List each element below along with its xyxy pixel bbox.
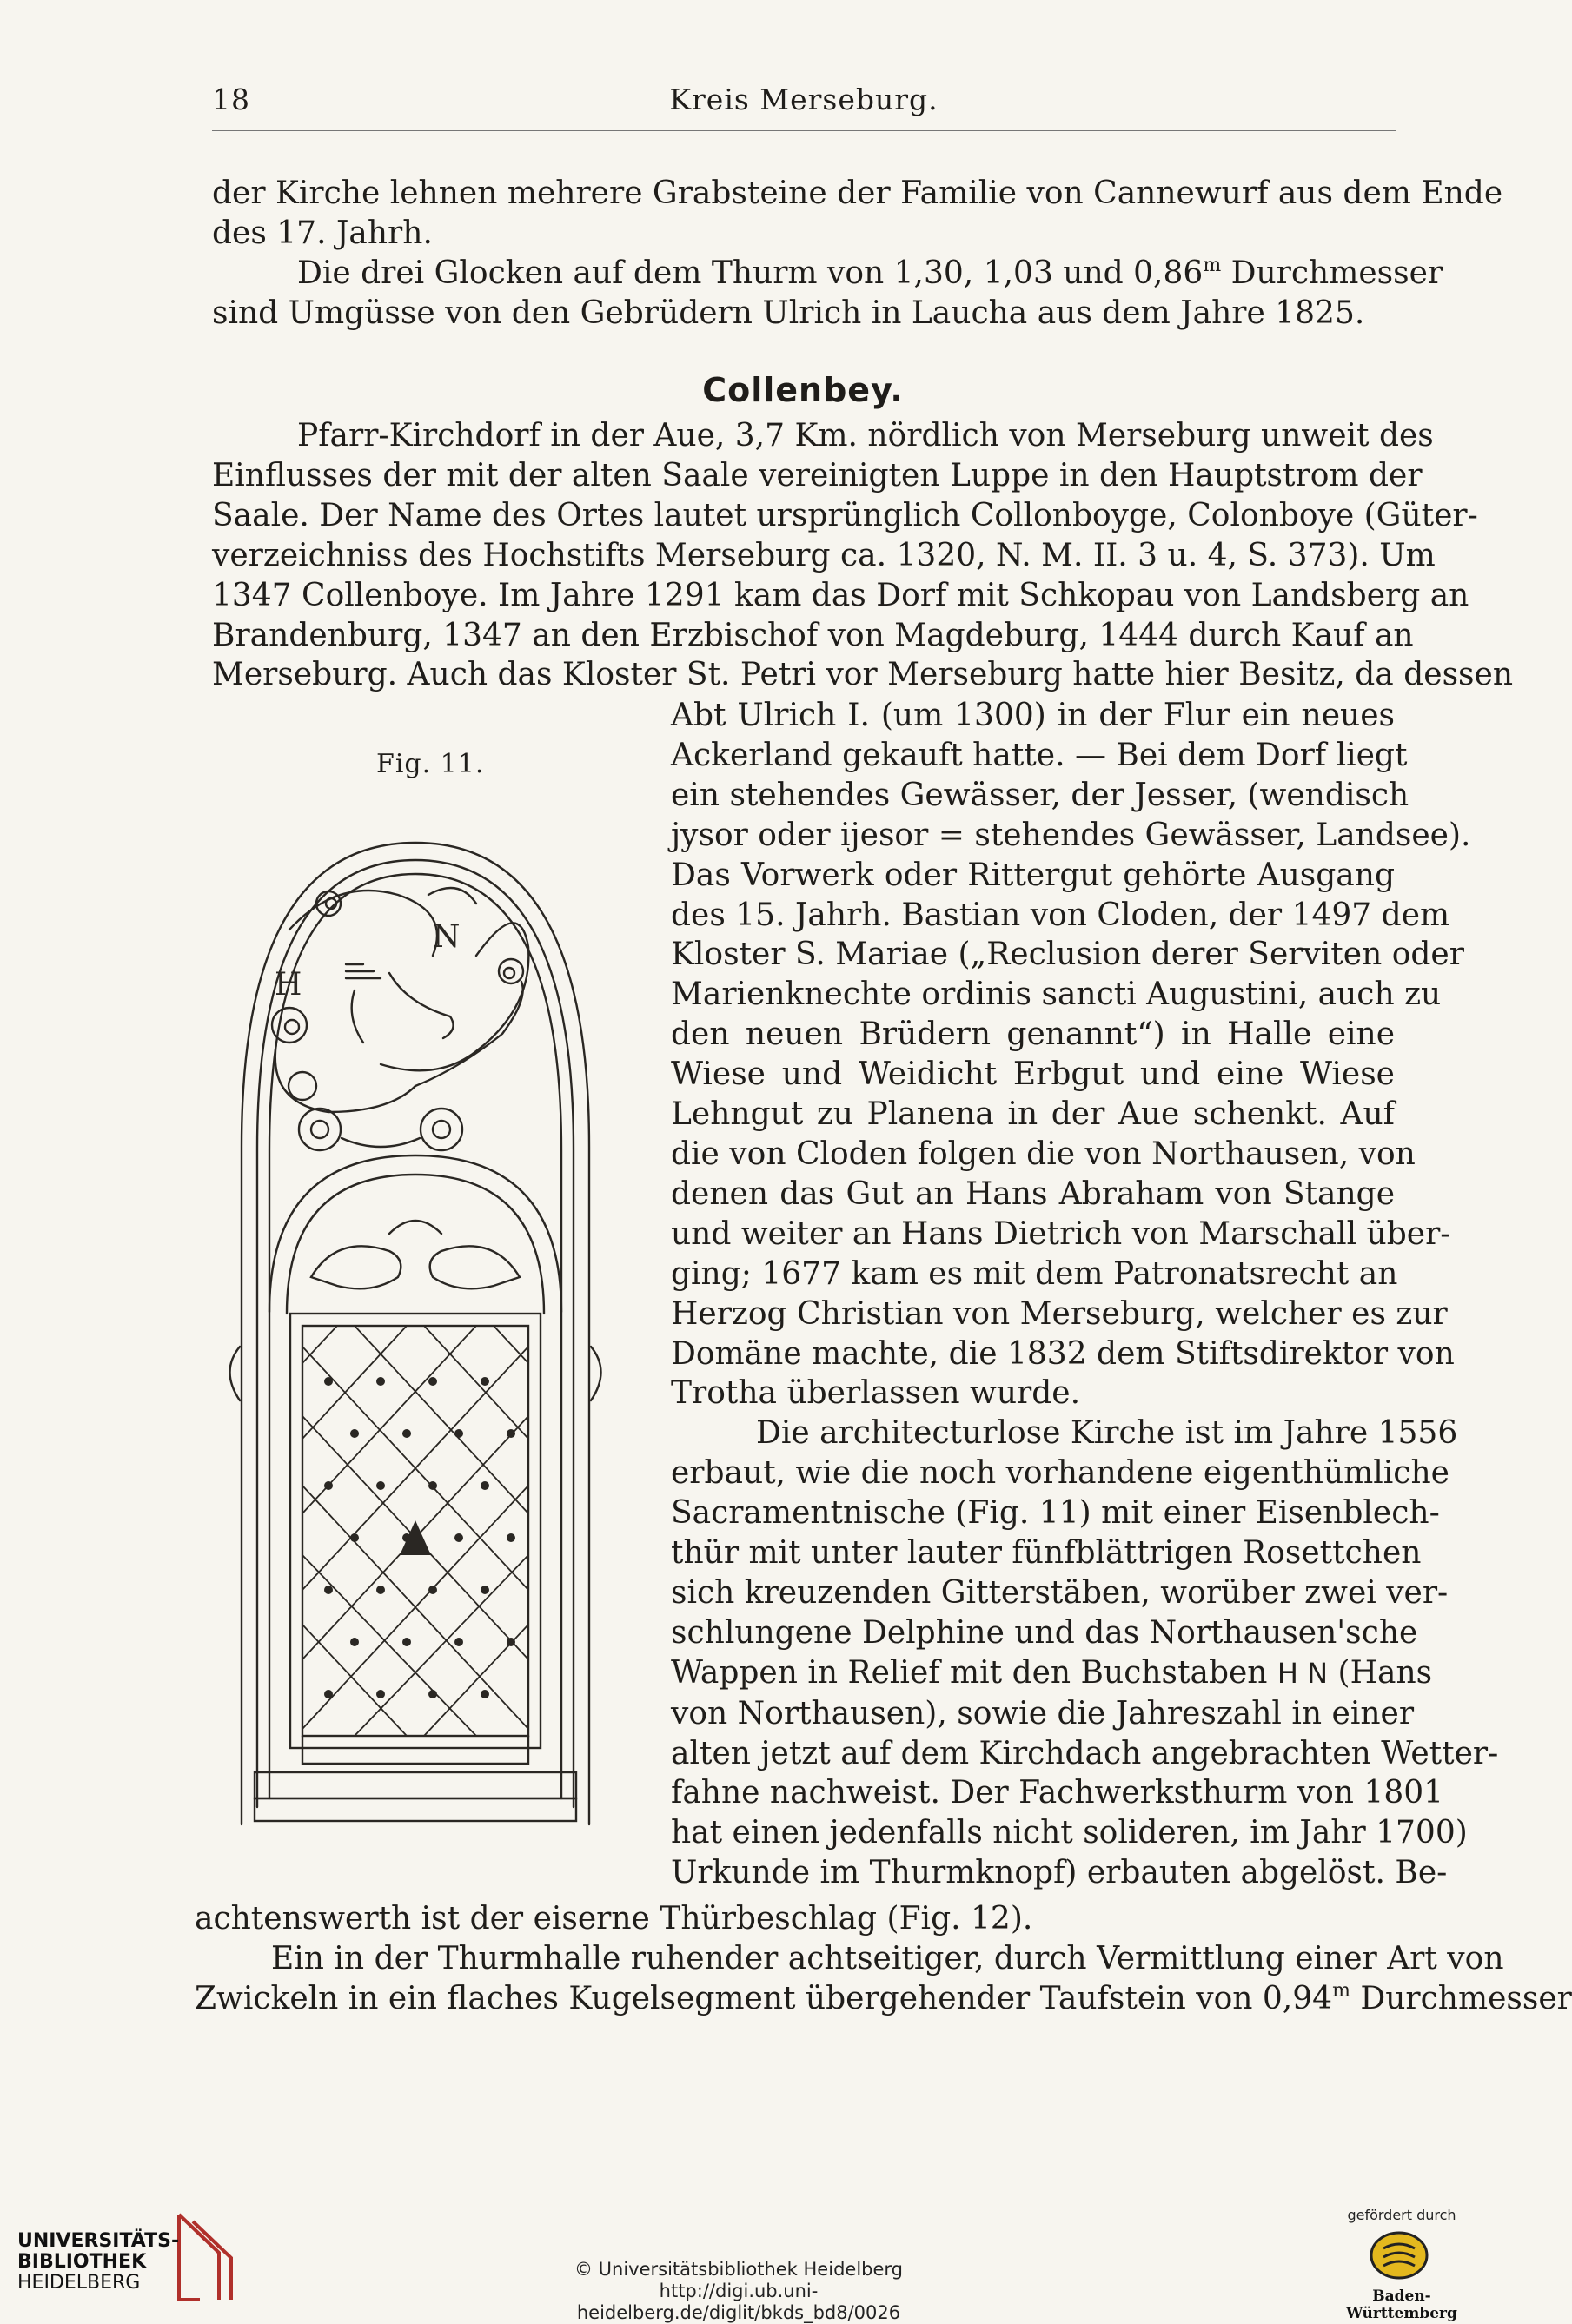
library-line: UNIVERSITÄTS- [17,2230,180,2252]
text-line: 1347 Collenboye. Im Jahre 1291 kam das Dorf mit Schkopau von Landsberg an [212,577,1469,613]
text-line: achtenswerth ist der eiserne Thürbeschlag (Fig. 12). [195,1901,1033,1937]
library-line: HEIDELBERG [17,2272,141,2294]
text-line: Pfarr-Kirchdorf in der Aue, 3,7 Km. nördlich von Merseburg unweit des [297,418,1434,454]
sacrament-niche-illustration [216,825,615,1851]
initials-hn: H N [1277,1656,1329,1690]
text-line: Das Vorwerk oder Rittergut gehörte Ausgang [671,857,1395,893]
state-name: Baden-Württemberg [1346,2288,1457,2322]
text-line: Die architecturlose Kirche ist im Jahre 1556 [756,1415,1458,1452]
copyright-text: © Universitätsbibliothek Heidelberg [574,2259,903,2280]
text-line: fahne nachweist. Der Fachwerksthurm von 1801 [671,1775,1444,1811]
text-line: von Northausen), sowie die Jahreszahl in einer [671,1695,1415,1731]
text-line: und weiter an Hans Dietrich von Marschall über- [671,1215,1451,1252]
text-line: der Kirche lehnen mehrere Grabsteine der Familie von Cannewurf aus dem Ende [212,175,1503,211]
text-line: Die drei Glocken auf dem Thurm von 1,30, 1,03 und 0,86$^m$ Durchmesser [297,254,1443,291]
text-line: Urkunde im Thurmknopf) erbauten abgelöst. Be- [671,1855,1448,1891]
superscript-unit: m [1332,1979,1350,2002]
text-line: Wiese und Weidicht Erbgut und eine Wiese [671,1056,1395,1093]
library-name [17,2231,179,2294]
text-line: Brandenburg, 1347 an den Erzbischof von Magdeburg, 1444 durch Kauf an [212,617,1414,653]
header-rule [212,130,1396,131]
text-line: erbaut, wie die noch vorhandene eigenthümliche [671,1455,1449,1492]
continued-paragraph [212,174,1503,334]
text-line: des 17. Jahrh. [212,215,433,251]
section-heading: Collenbey. [702,371,904,409]
monogram-h: H [275,967,302,1003]
text-line: Saale. Der Name des Ortes lautet ursprünglich Collonboyge, Colonboye (Güter- [212,497,1478,533]
text-line: verzeichniss des Hochstifts Merseburg ca. 1320, N. M. II. 3 u. 4, S. 373). Um [212,537,1436,573]
superscript-unit: m [1203,254,1222,276]
text-line: Ackerland gekauft hatte. — Bei dem Dorf liegt [671,737,1408,773]
right-column-text [671,696,1499,1893]
text-line: hat einen jedenfalls nicht solideren, im Jahr 1700) [671,1815,1468,1851]
intro-paragraph [212,416,1514,695]
text-line: Kloster S. Mariae („Reclusion derer Serviten oder [671,937,1464,973]
text-line: Merseburg. Auch das Kloster St. Petri vor Merseburg hatte hier Besitz, da dessen [212,657,1514,693]
text-line: Sacramentnische (Fig. 11) mit einer Eisenblech- [671,1495,1440,1532]
text-line: Zwickeln in ein flaches Kugelsegment übergehender Taufstein von 0,94$^m$ Durchmesser [195,1979,1572,2016]
text-line: thür mit unter lauter fünfblättrigen Rosettchen [671,1535,1422,1572]
text-line: Marienknechte ordinis sancti Augustini, auch zu [671,977,1442,1013]
page-number: 18 [212,83,250,116]
text-line: jysor oder ijesor = stehendes Gewässer, Landsee). [671,817,1471,853]
text-line: Einflusses der mit der alten Saale vereinigten Luppe in den Hauptstrom der [212,457,1423,493]
permalink[interactable]: http://digi.ub.uni-heidelberg.de/diglit/bkds_bd8/0026 [576,2281,901,2323]
copyright-notice [513,2259,965,2324]
text-line: ging; 1677 kam es mit dem Patronatsrecht an [671,1255,1398,1292]
page-header [212,83,1396,126]
text-line: alten jetzt auf dem Kirchdach angebrachten Wetter- [671,1735,1499,1771]
text-line: die von Cloden folgen die von Northausen, von [671,1136,1416,1172]
text-line: sind Umgüsse von den Gebrüdern Ulrich in Laucha aus dem Jahre 1825. [212,295,1365,331]
text-line: Trotha überlassen wurde. [671,1375,1081,1412]
figure-label: Fig. 11. [376,749,485,779]
text-line: Abt Ulrich I. (um 1300) in der Flur ein neues [671,698,1395,733]
text-line: Wappen in Relief mit den Buchstaben H N (Hans [671,1654,1433,1691]
text-line: Herzog Christian von Merseburg, welcher es zur [671,1295,1448,1332]
text-line: Lehngut zu Planena in der Aue schenkt. Auf [671,1096,1395,1133]
text-line: sich kreuzenden Gitterstäben, worüber zwei ver- [671,1574,1449,1611]
text-line: denen das Gut an Hans Abraham von Stange [671,1175,1395,1212]
running-title: Kreis Merseburg. [669,83,939,116]
text-line: schlungene Delphine und das Northausen'sche [671,1614,1418,1651]
monogram-n: N [433,919,461,955]
library-line: BIBLIOTHEK [17,2251,147,2273]
bottom-paragraph [195,1899,1572,2019]
text-line: Ein in der Thurmhalle ruhender achtseitiger, durch Vermittlung einer Art von [271,1940,1504,1976]
state-emblem-icon [1368,2229,1430,2281]
text-line: den neuen Brüdern genannt“) in Halle eine [671,1016,1395,1053]
text-line: ein stehendes Gewässer, der Jesser, (wendisch [671,777,1409,813]
funding-label: gefördert durch [1347,2207,1456,2223]
text-line: des 15. Jahrh. Bastian von Cloden, der 1497 dem [671,897,1450,933]
text-line: Domäne machte, die 1832 dem Stiftsdirektor von [671,1335,1455,1372]
